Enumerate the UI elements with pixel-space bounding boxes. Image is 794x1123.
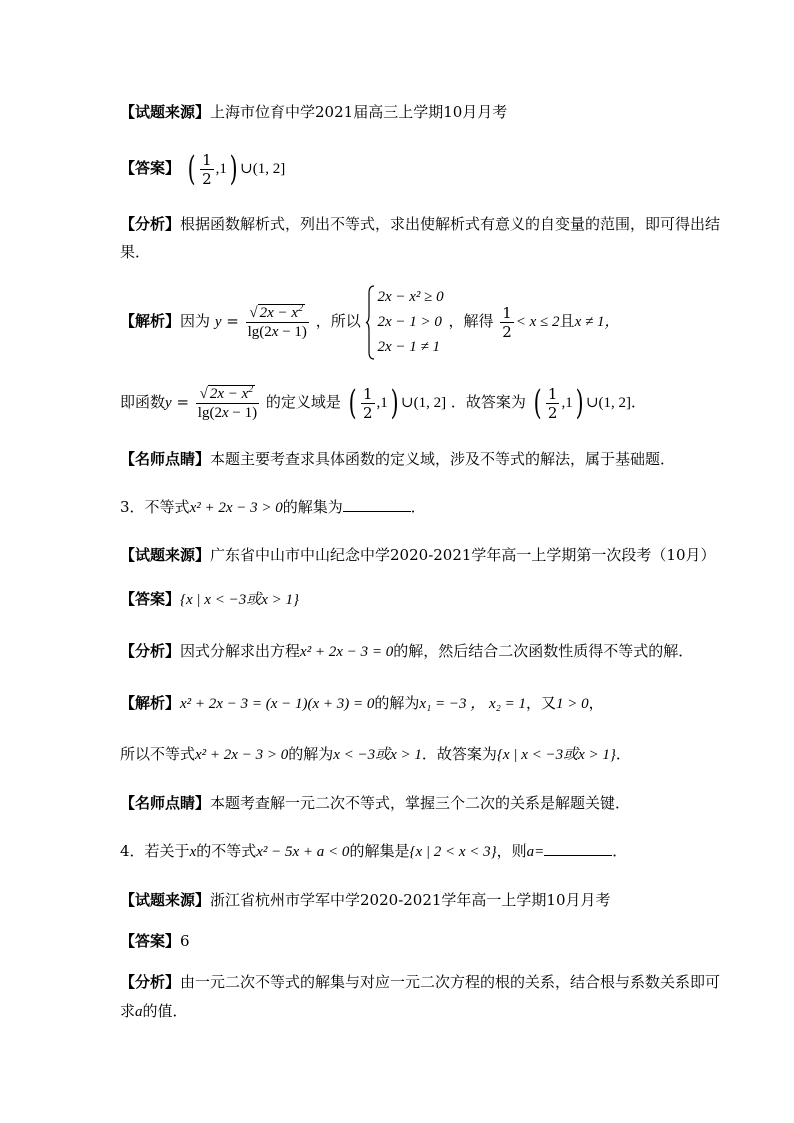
analysis-line-p2 bbox=[120, 211, 720, 237]
source-line-q3: 【试题来源】广东省中山市中山纪念中学2020-2021学年高一上学期第一次段考（10月） bbox=[120, 546, 716, 564]
source-line-p2 bbox=[120, 99, 507, 125]
teacher-tag: 【名师点睛】 bbox=[120, 450, 211, 468]
answer-line-p2: 【答案】 ( $\frac{1}{2}$ ,1) ∪(1, 2] bbox=[120, 149, 286, 189]
source-tag: 【试题来源】 bbox=[120, 103, 211, 121]
inequality-system: 2x − x² ≥ 0 2x − 1 > 0 2x − 1 ≠ 1 bbox=[365, 285, 443, 360]
answer-blank bbox=[544, 841, 612, 856]
conclusion-line-q3: 所以不等式x² + 2x − 3 > 0的解为x < −3或x > 1．故答案为{x | x < −3或x > 1}． bbox=[120, 745, 631, 763]
analysis-line-q4-2: 求a的值． bbox=[120, 1002, 188, 1020]
analysis-tag: 【分析】 bbox=[120, 215, 181, 233]
answer-blank bbox=[343, 497, 411, 512]
teacher-note-p2: 【名师点睛】本题主要考查求具体函数的定义域，涉及不等式的解法，属于基础题． bbox=[120, 450, 676, 468]
source-line-q4: 【试题来源】浙江省杭州市学军中学2020-2021学年高一上学期10月月考 bbox=[120, 891, 611, 909]
conclusion-line-p2: 即函数y = $\frac{√ 2x - x^2}{\lg(2x - 1)}$ 的定义域是 ( $\frac{1}{2}$ ,1) ∪(1, 2] ．故答案为 ( $\frac{1}{2}$ ,1) ∪(1, 2]． bbox=[120, 383, 647, 423]
question-number: 4． bbox=[120, 842, 145, 860]
analysis-line-q3: 【分析】因式分解求出方程x² + 2x − 3 = 0的解，然后结合二次函数性质得不等式的解． bbox=[120, 642, 694, 660]
answer-line-q4: 【答案】6 bbox=[120, 932, 190, 950]
answer-tag: 【答案】 bbox=[120, 159, 181, 177]
question-4: 4．若关于x的不等式x² − 5x + a < 0的解集是{x | 2 < x < 3}，则a= ． bbox=[120, 842, 628, 860]
solution-tag: 【解析】 bbox=[120, 312, 181, 330]
analysis-line-q4: 【分析】由一元二次不等式的解集与对应一元二次方程的根的关系，结合根与系数关系即可 bbox=[120, 973, 721, 991]
analysis-text: 根据函数解析式，列出不等式，求出使解析式有意义的自变量的范围，即可得出结 bbox=[180, 215, 721, 233]
solution-line-q3: 【解析】x² + 2x − 3 = (x − 1)(x + 3) = 0的解为x₁ = −3 ， x₂ = 1，又1 > 0， bbox=[120, 694, 604, 712]
analysis-text-2: 果． bbox=[120, 243, 151, 261]
function-fraction: $\frac{√ 2x - x^2}{\lg(2x - 1)}$ bbox=[247, 303, 307, 340]
question-number: 3． bbox=[120, 498, 145, 516]
source-text: 上海市位育中学2021届高三上学期10月月考 bbox=[210, 103, 508, 121]
question-3: 3．不等式x² + 2x − 3 > 0的解集为 ． bbox=[120, 498, 426, 516]
teacher-note-q3: 【名师点睛】本题考查解一元二次不等式，掌握三个二次的关系是解题关键． bbox=[120, 794, 631, 812]
answer-line-q3: 【答案】{x | x < −3或x > 1} bbox=[120, 590, 299, 608]
analysis-line-p2-2 bbox=[120, 239, 150, 265]
solution-line-p2: 【解析】因为 y = $\frac{√ 2x - x^2}{\lg(2x - 1)}$ ，所以 2x − x² ≥ 0 2x − 1 > 0 2x − 1 ≠ 1 ，解得 $\frac{1}{2}$ < x ≤ 2且x ≠ 1， bbox=[120, 284, 619, 359]
